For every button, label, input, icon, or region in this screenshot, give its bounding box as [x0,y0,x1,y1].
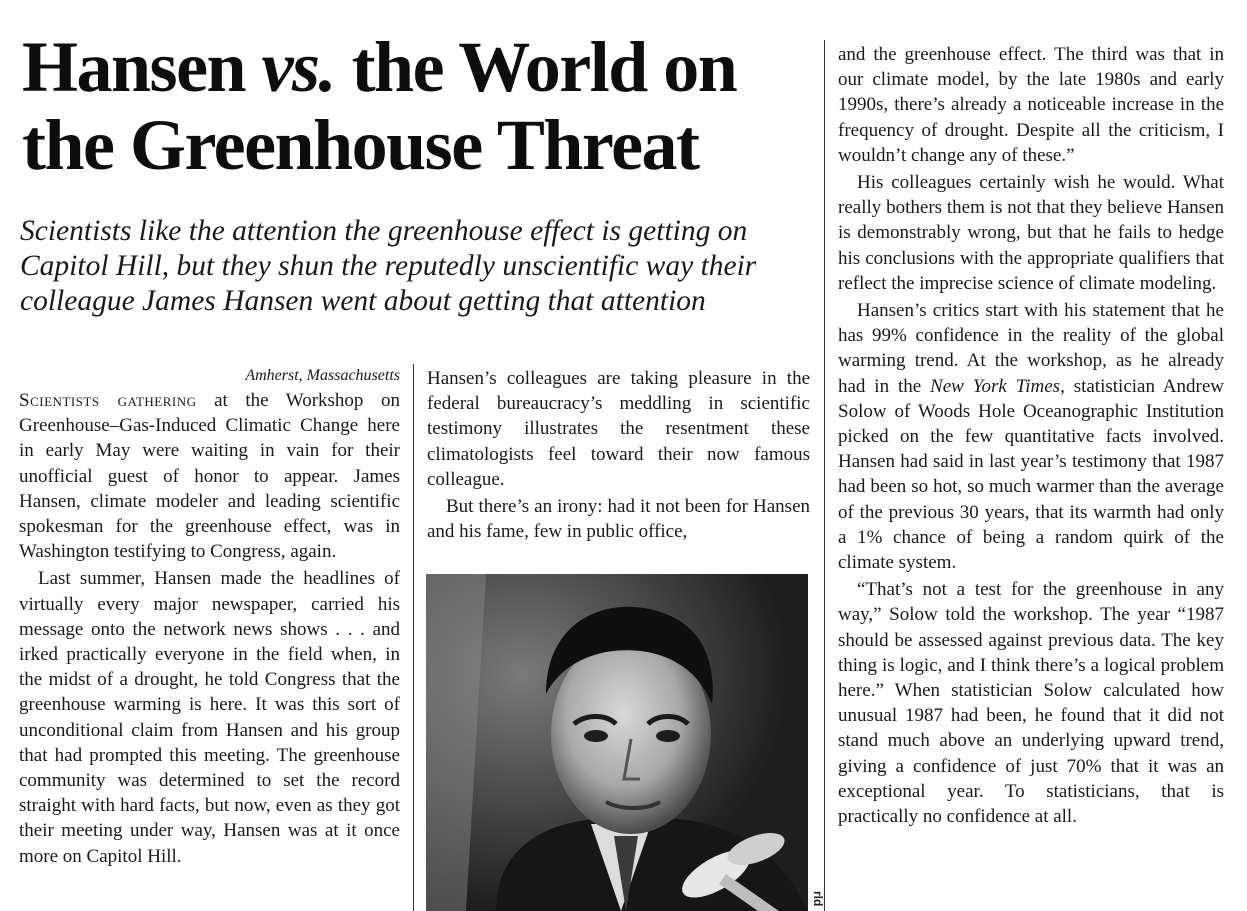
column-3 [838,42,1224,829]
lead-in-small-caps: Scientists gathering [19,390,197,411]
headline-part-1: Hansen [22,27,262,107]
headline-part-2: the World on the Greenhouse Threat [22,27,737,185]
column-3-paragraph-4: “That’s not a test for the greenhouse in any way,” Solow told the workshop. The year “1987 should be assessed against previous data. The key thing is logic, and I think there’s a logical problem here.” When statistician Solow calculated how unusual 1987 had been, he found that it did not stand much above an underlying upward trend, giving a confidence of just 70% that it was an exceptional year. To statisticians, that is practically no confidence at all. [838,579,1224,828]
column-1 [19,364,400,869]
newspaper-name: New York Times, [930,375,1065,397]
headline [22,28,812,184]
column-rule-right [824,40,825,911]
headline-vs: vs. [261,27,336,107]
column-1-paragraph-1 [19,388,400,564]
deck-subheadline: Scientists like the attention the greenhouse effect is getting on Capitol Hill, but they shun the reputedly unscientific way their colleague James Hansen went about getting that attention [20,215,757,317]
portrait-illustration [426,574,808,911]
column-1-paragraph-1-text: at the Workshop on Greenhouse–Gas-Induced Climatic Change here in early May were waiting in vain for their unofficial guest of honor to appear. James Hansen, climate modeler and leading scientific spokesman for the greenhouse effect, was in Washington testifying to Congress, again. [19,390,400,563]
column-3-paragraph-3 [838,298,1224,575]
column-rule-left [413,364,414,911]
column-3-paragraph-3-a: Hansen’s critics start with his statement that he has 99% confidence in the reality of the global warming trend. At the workshop, as he already had in the [838,300,1224,397]
photo-credit: rld [811,891,825,907]
column-2-paragraph-1: Hansen’s colleagues are taking pleasure in the federal bureaucracy’s meddling in scientific testimony illustrates the resentment these climatologists feel toward their now famous colleague. [427,368,810,490]
column-3-paragraph-3-b: statistician Andrew Solow of Woods Hole Oceanographic Institution picked on the few quantitative facts involved. Hansen had said in last year’s testimony that 1987 had been so hot, so much warmer than the average of the previous 30 years, that its warmth had only a 1% chance of being a random quirk of the climate system. [838,375,1224,574]
column-3-paragraph-2: His colleagues certainly wish he would. What really bothers them is not that they believe Hansen is demonstrably wrong, but that he fails to hedge his conclusions with the appropriate qualifiers that reflect the imprecise science of climate modeling. [838,172,1224,294]
column-2-paragraph-2: But there’s an irony: had it not been for Hansen and his fame, few in public office, [427,496,810,543]
column-1-paragraph-2: Last summer, Hansen made the headlines of virtually every major newspaper, carried his message onto the network news shows . . . and irked practically everyone in the field when, in the midst of a drought, he told Congress that the greenhouse warming is here. It was this sort of unconditional claim from Hansen and his group that had prompted this meeting. The greenhouse community was determined to set the record straight with hard facts, but now, even as they got their meeting under way, Hansen was at it once more on Capitol Hill. [19,568,400,867]
dateline: Amherst, Massachusetts [245,367,400,384]
column-3-paragraph-1: and the greenhouse effect. The third was that in our climate model, by the late 1980s and early 1990s, there’s already a noticeable increase in the frequency of drought. Despite all the criticism, I wouldn’t change any of these.” [838,44,1224,166]
column-2 [427,366,810,544]
hansen-photo [426,574,808,911]
